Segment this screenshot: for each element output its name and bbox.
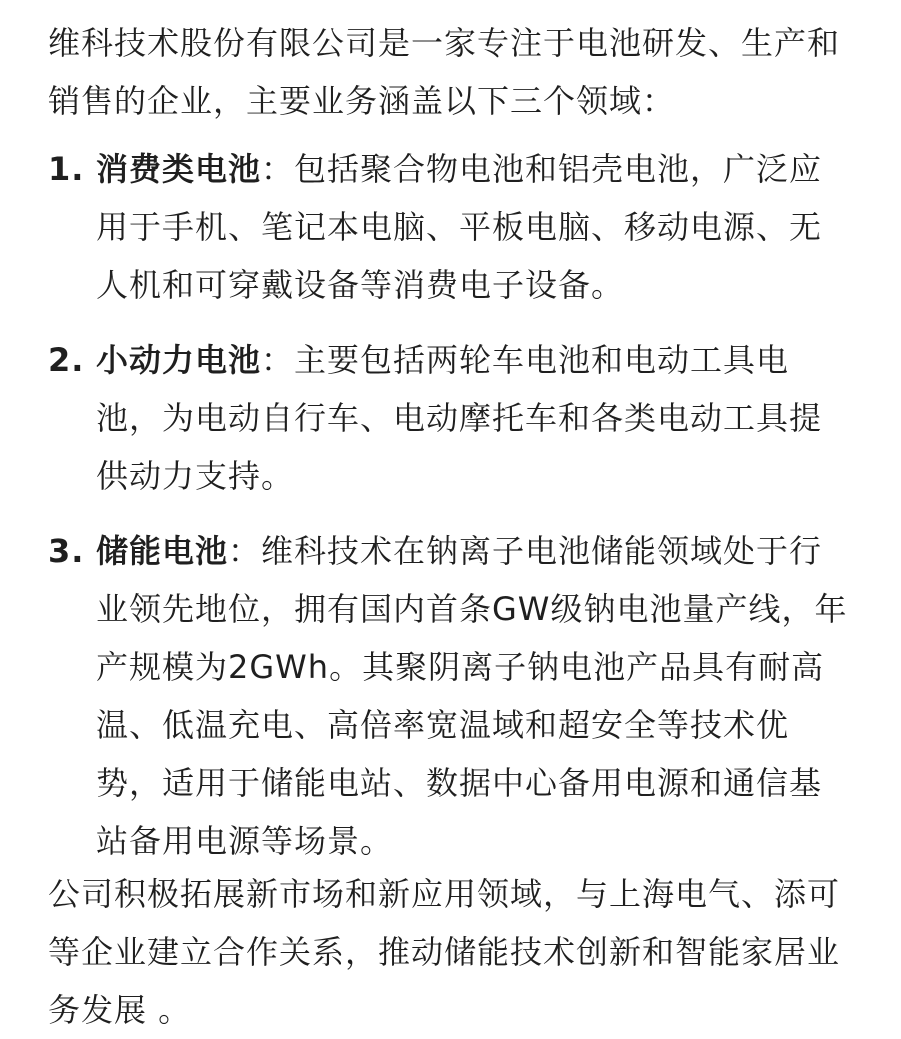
list-item-text: ：主要包括两轮车电池和电动工具电池，为电动自行车、电动摩托车和各类电动工具提供动力支持。 [96, 341, 823, 495]
list-item-number: 2. [48, 341, 85, 379]
list-item-term: 小动力电池 [96, 341, 262, 379]
list-item-consumer-battery [0, 140, 854, 314]
intro-paragraph: 维科技术股份有限公司是一家专注于电池研发、生产和销售的企业，主要业务涵盖以下三个领域： [48, 24, 841, 120]
business-area-list [0, 140, 901, 870]
list-item-term: 消费类电池 [96, 150, 262, 188]
list-item-number: 3. [48, 532, 85, 570]
list-item-text: ：维科技术在钠离子电池储能领域处于行业领先地位，拥有国内首条GW级钠电池量产线，年产规模为2GWh。其聚阴离子钠电池产品具有耐高温、低温充电、高倍率宽温域和超安全等技术优势，适用于储能电站、数据中心备用电源和通信基站备用电源等场景。 [96, 532, 848, 860]
closing-paragraph: 公司积极拓展新市场和新应用领域，与上海电气、添可等企业建立合作关系，推动储能技术创新和智能家居业务发展 。 [48, 875, 841, 1029]
list-item-number: 1. [48, 150, 85, 188]
list-item-energy-storage-battery [0, 522, 854, 870]
list-item-term: 储能电池 [96, 532, 229, 570]
list-item-text: ：包括聚合物电池和铝壳电池，广泛应用于手机、笔记本电脑、平板电脑、移动电源、无人机和可穿戴设备等消费电子设备。 [96, 150, 823, 304]
list-item-small-power-battery [0, 331, 854, 505]
